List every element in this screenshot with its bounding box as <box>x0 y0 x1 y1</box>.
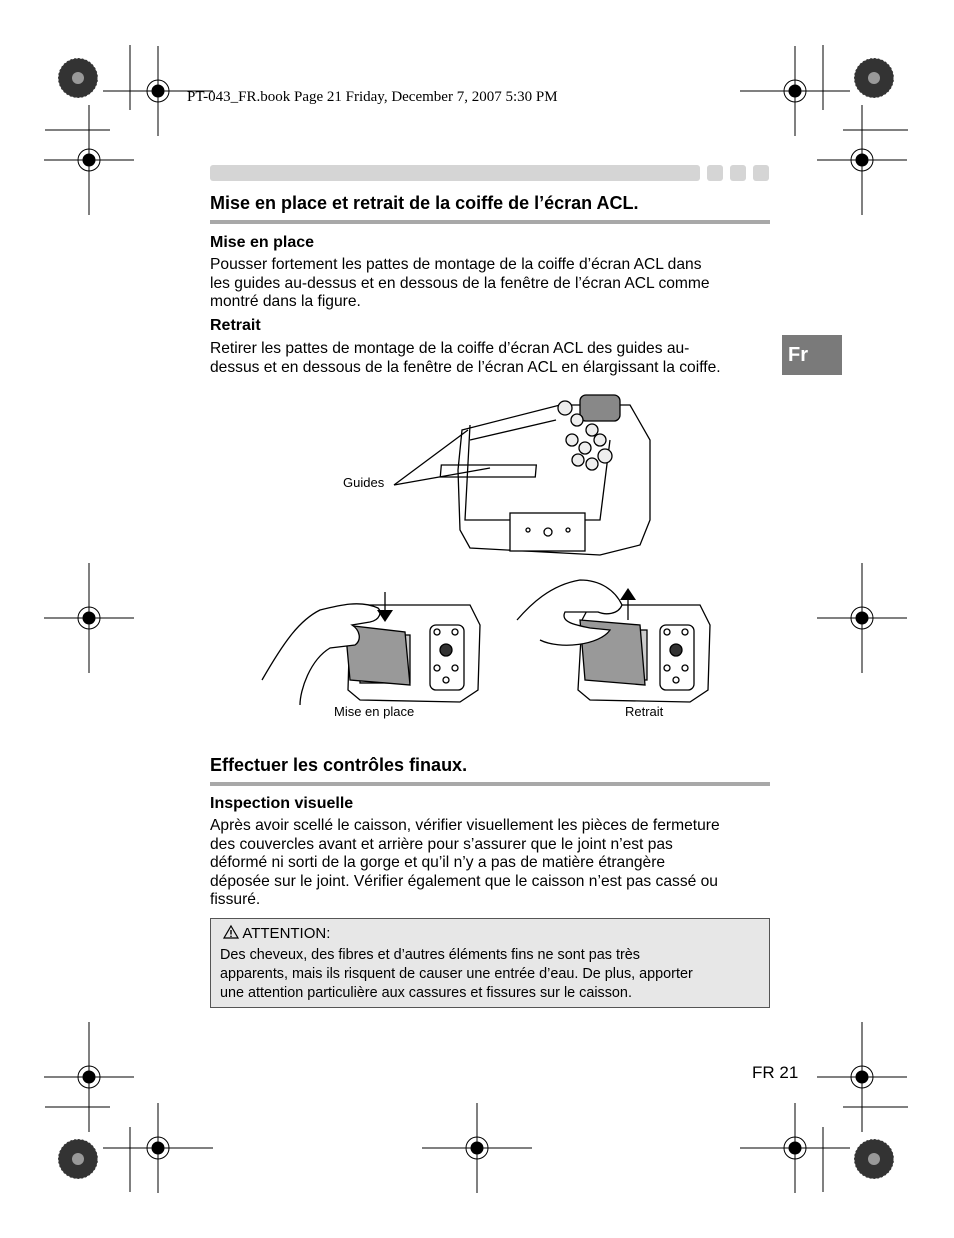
language-tab: Fr <box>782 335 842 375</box>
section2-rule <box>210 782 770 786</box>
inspection-heading: Inspection visuelle <box>210 795 354 812</box>
inspection-text: Après avoir scellé le caisson, vérifier visuellement les pièces de fermeture des couvercles avant et arrière pour s’assurer que le joint n’est pas déformé ni sorti de la gorge et qu’il n’y a pas de matière étrangère déposée sur le joint. Vérifier également que le caisson n’est pas cassé ou fissuré. <box>210 817 720 909</box>
attention-title: ATTENTION: <box>223 925 330 942</box>
install-heading: Mise en place <box>210 234 315 251</box>
file-header: PT-043_FR.book Page 21 Friday, December 7, 2007 5:30 PM <box>187 89 558 105</box>
attention-box <box>210 918 770 1008</box>
install-text: Pousser fortement les pattes de montage de la coiffe d’écran ACL dans les guides au-dessus et en dessous de la fenêtre de l’écran ACL comme montré dans la figure. <box>210 256 710 311</box>
install-caption: Mise en place <box>334 704 415 719</box>
remove-heading: Retrait <box>210 317 261 334</box>
remove-text: Retirer les pattes de montage de la coiffe d’écran ACL des guides au- dessus et en dessous de la fenêtre de l’écran ACL en élargissant la coiffe. <box>210 340 721 376</box>
attention-text: Des cheveux, des fibres et d’autres éléments fins ne sont pas très apparents, mais ils risquent de causer une entrée d’eau. De plus, apporter une attention particulière aux cassures et fissures sur le caisson. <box>220 947 693 1001</box>
guides-label: Guides <box>343 475 385 490</box>
section2-title: Effectuer les contrôles finaux. <box>210 755 468 775</box>
warning-triangle-icon <box>223 925 239 939</box>
page-number: FR 21 <box>752 1063 799 1082</box>
remove-caption: Retrait <box>625 704 664 719</box>
section1-title: Mise en place et retrait de la coiffe de l’écran ACL. <box>210 193 639 213</box>
